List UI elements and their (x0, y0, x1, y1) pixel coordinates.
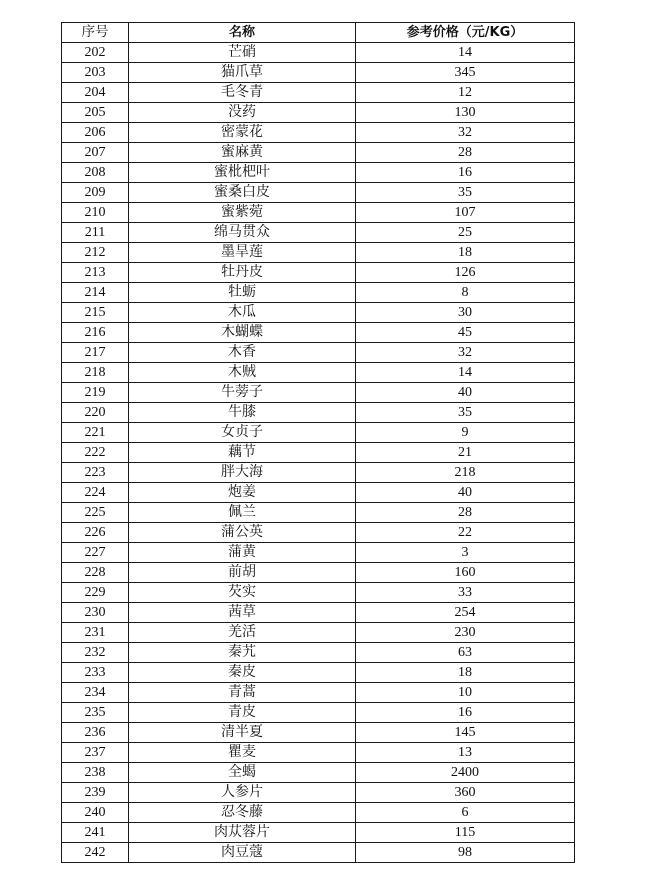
herb-name-cell: 牡丹皮 (129, 263, 356, 283)
table-row (62, 843, 575, 863)
table-row (62, 643, 575, 663)
table-row (62, 743, 575, 763)
price-cell: 14 (356, 43, 575, 63)
serial-number-cell: 207 (62, 143, 129, 163)
serial-number-cell: 235 (62, 703, 129, 723)
serial-number-cell: 214 (62, 283, 129, 303)
price-cell: 30 (356, 303, 575, 323)
table-row (62, 163, 575, 183)
price-cell: 10 (356, 683, 575, 703)
serial-number-cell: 239 (62, 783, 129, 803)
table-row (62, 143, 575, 163)
header-serial-number: 序号 (62, 23, 129, 43)
price-cell: 13 (356, 743, 575, 763)
serial-number-cell: 203 (62, 63, 129, 83)
table-row (62, 723, 575, 743)
serial-number-cell: 242 (62, 843, 129, 863)
herb-name-cell: 清半夏 (129, 723, 356, 743)
herb-name-cell: 蜜桑白皮 (129, 183, 356, 203)
serial-number-cell: 222 (62, 443, 129, 463)
serial-number-cell: 221 (62, 423, 129, 443)
table-row (62, 323, 575, 343)
table-row (62, 83, 575, 103)
table-row (62, 543, 575, 563)
serial-number-cell: 218 (62, 363, 129, 383)
price-cell: 160 (356, 563, 575, 583)
table-row (62, 603, 575, 623)
price-cell: 33 (356, 583, 575, 603)
price-cell: 18 (356, 243, 575, 263)
table-row (62, 443, 575, 463)
price-cell: 115 (356, 823, 575, 843)
herb-name-cell: 胖大海 (129, 463, 356, 483)
serial-number-cell: 224 (62, 483, 129, 503)
serial-number-cell: 205 (62, 103, 129, 123)
table-row (62, 183, 575, 203)
herb-name-cell: 木蝴蝶 (129, 323, 356, 343)
herb-name-cell: 青蒿 (129, 683, 356, 703)
herb-name-cell: 密蒙花 (129, 123, 356, 143)
price-cell: 3 (356, 543, 575, 563)
table-header-row (62, 23, 575, 43)
serial-number-cell: 234 (62, 683, 129, 703)
table-row (62, 583, 575, 603)
herb-name-cell: 牛膝 (129, 403, 356, 423)
table-row (62, 523, 575, 543)
serial-number-cell: 231 (62, 623, 129, 643)
serial-number-cell: 232 (62, 643, 129, 663)
serial-number-cell: 223 (62, 463, 129, 483)
price-cell: 14 (356, 363, 575, 383)
herb-name-cell: 人参片 (129, 783, 356, 803)
price-cell: 130 (356, 103, 575, 123)
price-cell: 254 (356, 603, 575, 623)
price-cell: 145 (356, 723, 575, 743)
serial-number-cell: 209 (62, 183, 129, 203)
table-row (62, 783, 575, 803)
table-row (62, 63, 575, 83)
serial-number-cell: 202 (62, 43, 129, 63)
price-cell: 40 (356, 483, 575, 503)
price-cell: 8 (356, 283, 575, 303)
price-cell: 22 (356, 523, 575, 543)
table-row (62, 283, 575, 303)
header-reference-price: 参考价格（元/KG） (356, 23, 575, 43)
table-body (62, 43, 575, 863)
herb-name-cell: 芒硝 (129, 43, 356, 63)
herb-name-cell: 木瓜 (129, 303, 356, 323)
herb-name-cell: 前胡 (129, 563, 356, 583)
herb-name-cell: 茜草 (129, 603, 356, 623)
herb-name-cell: 肉豆蔻 (129, 843, 356, 863)
serial-number-cell: 229 (62, 583, 129, 603)
serial-number-cell: 215 (62, 303, 129, 323)
serial-number-cell: 211 (62, 223, 129, 243)
serial-number-cell: 204 (62, 83, 129, 103)
herb-name-cell: 猫爪草 (129, 63, 356, 83)
table-row (62, 623, 575, 643)
herb-name-cell: 毛冬青 (129, 83, 356, 103)
table-row (62, 223, 575, 243)
herb-name-cell: 绵马贯众 (129, 223, 356, 243)
serial-number-cell: 210 (62, 203, 129, 223)
herb-name-cell: 蜜麻黄 (129, 143, 356, 163)
price-cell: 6 (356, 803, 575, 823)
price-cell: 40 (356, 383, 575, 403)
serial-number-cell: 206 (62, 123, 129, 143)
serial-number-cell: 233 (62, 663, 129, 683)
herb-name-cell: 蒲公英 (129, 523, 356, 543)
herb-name-cell: 忍冬藤 (129, 803, 356, 823)
serial-number-cell: 238 (62, 763, 129, 783)
herb-price-table (61, 22, 575, 863)
price-cell: 126 (356, 263, 575, 283)
serial-number-cell: 227 (62, 543, 129, 563)
table-row (62, 243, 575, 263)
herb-name-cell: 木香 (129, 343, 356, 363)
herb-name-cell: 墨旱莲 (129, 243, 356, 263)
table-row (62, 803, 575, 823)
herb-name-cell: 女贞子 (129, 423, 356, 443)
serial-number-cell: 217 (62, 343, 129, 363)
price-cell: 32 (356, 123, 575, 143)
price-cell: 16 (356, 163, 575, 183)
table-row (62, 403, 575, 423)
herb-name-cell: 秦皮 (129, 663, 356, 683)
herb-name-cell: 羌活 (129, 623, 356, 643)
price-cell: 28 (356, 503, 575, 523)
price-cell: 25 (356, 223, 575, 243)
header-name: 名称 (129, 23, 356, 43)
price-cell: 35 (356, 183, 575, 203)
serial-number-cell: 228 (62, 563, 129, 583)
serial-number-cell: 240 (62, 803, 129, 823)
serial-number-cell: 219 (62, 383, 129, 403)
table-row (62, 463, 575, 483)
herb-name-cell: 木贼 (129, 363, 356, 383)
table-row (62, 363, 575, 383)
price-cell: 35 (356, 403, 575, 423)
herb-name-cell: 藕节 (129, 443, 356, 463)
serial-number-cell: 220 (62, 403, 129, 423)
price-cell: 63 (356, 643, 575, 663)
price-cell: 345 (356, 63, 575, 83)
table-row (62, 263, 575, 283)
serial-number-cell: 241 (62, 823, 129, 843)
herb-name-cell: 芡实 (129, 583, 356, 603)
serial-number-cell: 216 (62, 323, 129, 343)
table-row (62, 563, 575, 583)
price-cell: 107 (356, 203, 575, 223)
herb-name-cell: 牡蛎 (129, 283, 356, 303)
table-row (62, 303, 575, 323)
serial-number-cell: 208 (62, 163, 129, 183)
table-row (62, 43, 575, 63)
herb-name-cell: 牛蒡子 (129, 383, 356, 403)
table-row (62, 203, 575, 223)
herb-name-cell: 炮姜 (129, 483, 356, 503)
price-cell: 9 (356, 423, 575, 443)
herb-name-cell: 蒲黄 (129, 543, 356, 563)
herb-name-cell: 蜜枇杷叶 (129, 163, 356, 183)
price-cell: 21 (356, 443, 575, 463)
table-row (62, 343, 575, 363)
herb-name-cell: 青皮 (129, 703, 356, 723)
serial-number-cell: 226 (62, 523, 129, 543)
table-row (62, 103, 575, 123)
serial-number-cell: 230 (62, 603, 129, 623)
price-cell: 230 (356, 623, 575, 643)
price-cell: 360 (356, 783, 575, 803)
price-cell: 98 (356, 843, 575, 863)
herb-name-cell: 瞿麦 (129, 743, 356, 763)
serial-number-cell: 225 (62, 503, 129, 523)
table-row (62, 823, 575, 843)
table-row (62, 683, 575, 703)
table-row (62, 503, 575, 523)
herb-name-cell: 秦艽 (129, 643, 356, 663)
serial-number-cell: 237 (62, 743, 129, 763)
price-cell: 32 (356, 343, 575, 363)
price-cell: 18 (356, 663, 575, 683)
serial-number-cell: 236 (62, 723, 129, 743)
herb-name-cell: 没药 (129, 103, 356, 123)
herb-name-cell: 佩兰 (129, 503, 356, 523)
price-cell: 45 (356, 323, 575, 343)
price-cell: 218 (356, 463, 575, 483)
price-cell: 28 (356, 143, 575, 163)
herb-name-cell: 蜜紫菀 (129, 203, 356, 223)
table-row (62, 483, 575, 503)
price-cell: 16 (356, 703, 575, 723)
serial-number-cell: 212 (62, 243, 129, 263)
table-row (62, 423, 575, 443)
herb-name-cell: 全蝎 (129, 763, 356, 783)
serial-number-cell: 213 (62, 263, 129, 283)
price-cell: 12 (356, 83, 575, 103)
price-cell: 2400 (356, 763, 575, 783)
table-row (62, 123, 575, 143)
price-list-page (61, 22, 574, 863)
table-row (62, 703, 575, 723)
table-row (62, 383, 575, 403)
table-row (62, 663, 575, 683)
table-row (62, 763, 575, 783)
herb-name-cell: 肉苁蓉片 (129, 823, 356, 843)
